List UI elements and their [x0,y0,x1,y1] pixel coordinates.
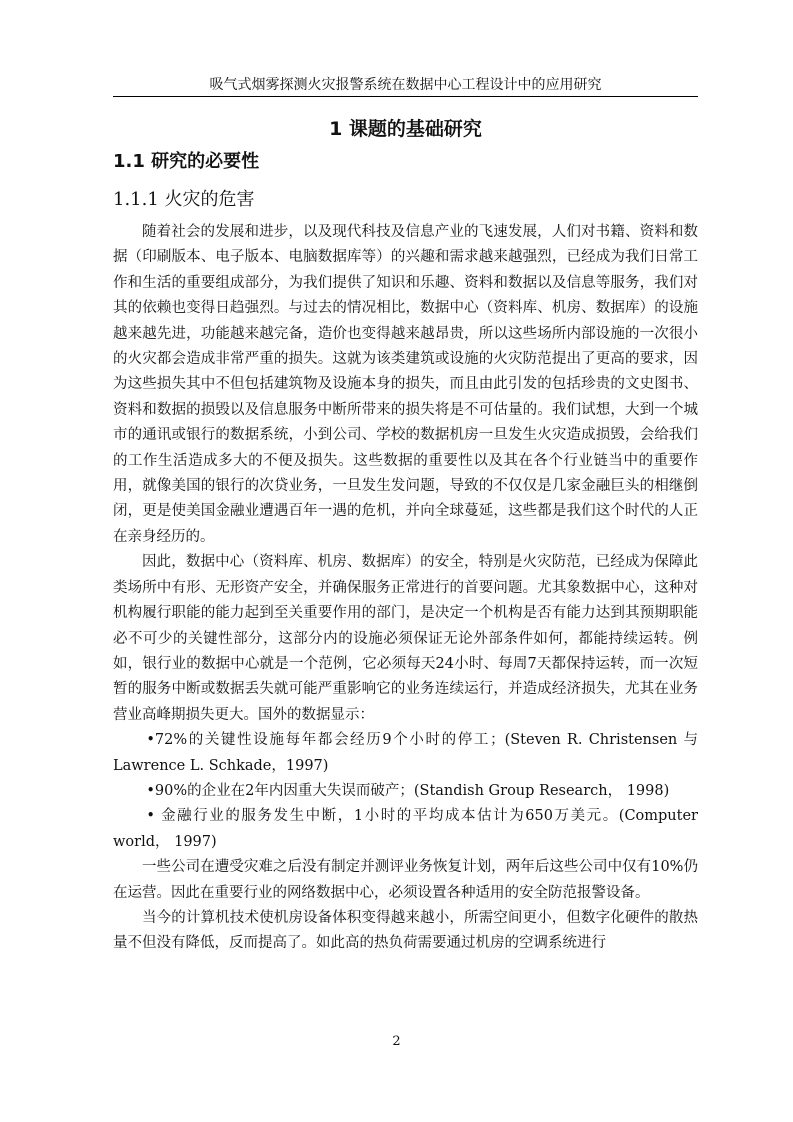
paragraph: 一些公司在遭受灾难之后没有制定并测评业务恢复计划，两年后这些公司中仅有10%仍在运营。因此在重要行业的网络数据中心，必须设置各种适用的安全防范报警设备。 [113,859,698,901]
body-text [113,220,698,957]
page-number: 2 [392,1034,401,1049]
bullet-item: •90%的企业在2年内因重大失误而破产；(Standish Group Research， 1998) [146,782,670,799]
bullet-item: •72%的关键性设施每年都会经历9个小时的停工；(Steven R. Christensen 与Lawrence L. Schkade，1997) [113,732,698,774]
bullet-item: • 金融行业的服务发生中断，1小时的平均成本估计为650万美元。(Computer world， 1997) [113,808,698,850]
subsection-title: 1.1.1 火灾的危害 [113,189,255,210]
paragraph: 随着社会的发展和进步，以及现代科技及信息产业的飞速发展，人们对书籍、资料和数据（印刷版本、电子版本、电脑数据库等）的兴趣和需求越来越强烈，已经成为我们日常工作和生活的重要组成部分，为我们提供了知识和乐趣、资料和数据以及信息等服务，我们对其的依赖也变得日趋强烈。与过去的情况相比，数据中心（资料库、机房、数据库）的设施越来越先进，功能越来越完备，造价也变得越来越昂贵，所以这些场所内部设施的一次很小的火灾都会造成非常严重的损失。这就为该类建筑或设施的火灾防范提出了更高的要求，因为这些损失其中不但包括建筑物及设施本身的损失，而且由此引发的包括珍贵的文史图书、资料和数据的损毁以及信息服务中断所带来的损失将是不可估量的。我们试想，大到一个城市的通讯或银行的数据系统，小到公司、学校的数据机房一旦发生火灾造成损毁，会给我们的工作生活造成多大的不便及损失。这些数据的重要性以及其在各个行业链当中的重要作用，就像美国的银行的次贷业务，一旦发生发问题，导致的不仅仅是几家金融巨头的相继倒闭，更是使美国金融业遭遇百年一遇的危机，并向全球蔓延，这些都是我们这个时代的人正在亲身经历的。 [113,224,698,545]
section-title: 1.1 研究的必要性 [113,151,260,172]
paragraph: 因此，数据中心（资料库、机房、数据库）的安全，特别是火灾防范，已经成为保障此类场所中有形、无形资产安全，并确保服务正常进行的首要问题。尤其象数据中心，这种对机构履行职能的能力起到至关重要作用的部门，是决定一个机构是否有能力达到其预期职能必不可少的关键性部分，这部分内的设施必须保证无论外部条件如何，都能持续运转。例如，银行业的数据中心就是一个范例，它必须每天24小时、每周7天都保持运转，而一次短暂的服务中断或数据丢失就可能严重影响它的业务连续运行，并造成经济损失，尤其在业务营业高峰期损失更大。国外的数据显示： [113,554,698,723]
chapter-title: 1 课题的基础研究 [329,118,482,140]
running-header: 吸气式烟雾探测火灾报警系统在数据中心工程设计中的应用研究 [113,76,698,97]
paragraph: 当今的计算机技术使机房设备体积变得越来越小，所需空间更小，但数字化硬件的散热量不但没有降低，反而提高了。如此高的热负荷需要通过机房的空调系统进行 [113,909,698,952]
